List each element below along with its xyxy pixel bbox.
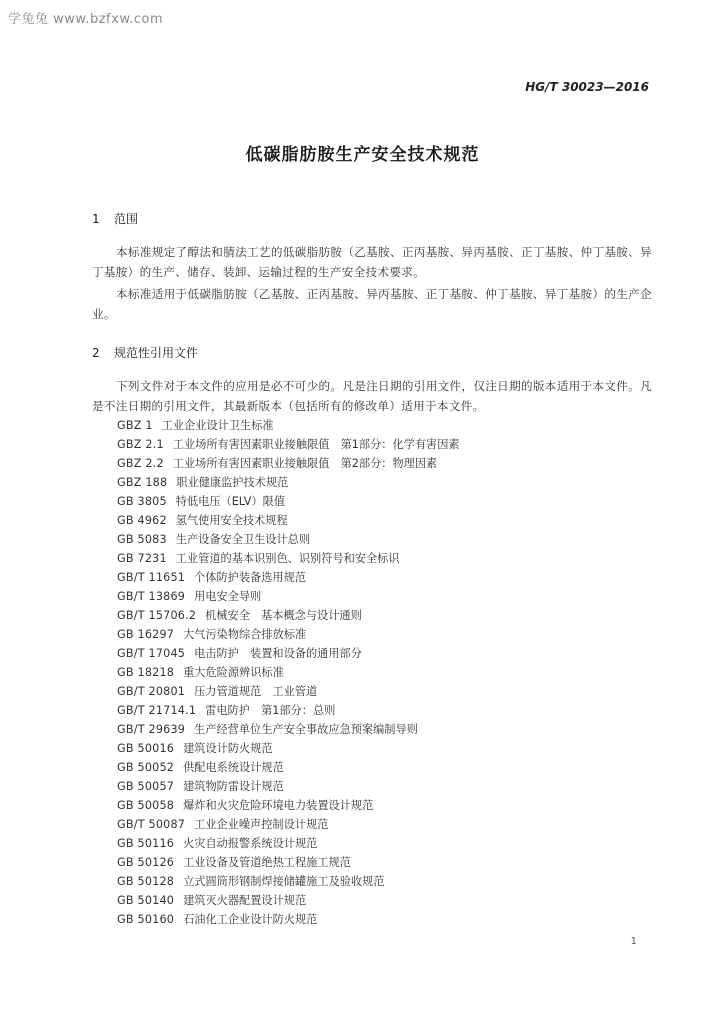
reference-title: 大气污染物综合排放标准: [183, 628, 307, 641]
reference-item: [117, 853, 460, 872]
reference-item: [117, 435, 460, 454]
reference-code: GB/T 21714.1: [117, 704, 197, 717]
reference-title: 工业管道的基本识别色、识别符号和安全标识: [175, 552, 400, 565]
reference-item: [117, 454, 460, 473]
reference-code: GB 3805: [117, 495, 167, 508]
reference-item: [117, 492, 460, 511]
standard-code: HG/T 30023—2016: [525, 80, 649, 94]
reference-item: [117, 796, 460, 815]
reference-title: 工业企业噪声控制设计规范: [194, 818, 329, 831]
reference-code: GB 50016: [117, 742, 175, 755]
reference-title: 生产设备安全卫生设计总则: [175, 533, 311, 546]
reference-code: GB 50160: [117, 913, 175, 926]
reference-code: GB/T 13869: [117, 590, 186, 603]
reference-title: 工业场所有害因素职业接触限值 第2部分：物理因素: [172, 457, 438, 470]
reference-title: 工业场所有害因素职业接触限值 第1部分：化学有害因素: [172, 438, 460, 451]
reference-code: GBZ 2.1: [117, 438, 164, 451]
reference-item: [117, 606, 460, 625]
reference-code: GB 50126: [117, 856, 175, 869]
reference-title: 特低电压（ELV）限值: [175, 495, 286, 508]
reference-title: 职业健康监护技术规范: [176, 476, 289, 489]
reference-title: 重大危险源辨识标准: [183, 666, 284, 679]
reference-code: GB/T 15706.2: [117, 609, 197, 622]
section-number: 2: [92, 346, 100, 360]
reference-title: 雷电防护 第1部分：总则: [205, 704, 336, 717]
section-title: 规范性引用文件: [114, 346, 199, 360]
reference-item: [117, 777, 460, 796]
section-2-heading: [92, 344, 198, 361]
reference-title: 建筑灭火器配置设计规范: [183, 894, 307, 907]
reference-title: 工业企业设计卫生标准: [161, 419, 274, 432]
reference-title: 用电安全导则: [194, 590, 262, 603]
reference-item: [117, 644, 460, 663]
reference-title: 压力管道规范 工业管道: [194, 685, 318, 698]
reference-code: GB 50128: [117, 875, 175, 888]
reference-item: [117, 739, 460, 758]
reference-code: GB 50058: [117, 799, 175, 812]
reference-title: 建筑设计防火规范: [183, 742, 273, 755]
reference-title: 火灾自动报警系统设计规范: [183, 837, 318, 850]
reference-item: [117, 568, 460, 587]
reference-item: [117, 473, 460, 492]
section-1-heading: [92, 210, 138, 227]
document-title: 低碳脂肪胺生产安全技术规范: [245, 145, 480, 165]
reference-code: GB 18218: [117, 666, 175, 679]
reference-item: [117, 872, 460, 891]
reference-item: [117, 891, 460, 910]
reference-code: GB/T 17045: [117, 647, 186, 660]
reference-code: GB 50140: [117, 894, 175, 907]
references-intro: 下列文件对于本文件的应用是必不可少的。凡是注日期的引用文件，仅注日期的版本适用于本文件。凡是不注日期的引用文件，其最新版本（包括所有的修改单）适用于本文件。: [92, 379, 652, 413]
reference-code: GB 16297: [117, 628, 175, 641]
section-title: 范围: [114, 212, 139, 226]
reference-item: [117, 758, 460, 777]
reference-item: [117, 625, 460, 644]
reference-title: 建筑物防雷设计规范: [183, 780, 284, 793]
reference-item: [117, 587, 460, 606]
scope-paragraph-2: 本标准适用于低碳脂肪胺（乙基胺、正丙基胺、异丙基胺、正丁基胺、仲丁基胺、异丁基胺）的生产企业。: [92, 287, 652, 321]
reference-item: [117, 549, 460, 568]
reference-code: GB/T 29639: [117, 723, 186, 736]
reference-code: GB 5083: [117, 533, 167, 546]
reference-title: 爆炸和火灾危险环境电力装置设计规范: [183, 799, 374, 812]
reference-item: [117, 511, 460, 530]
reference-code: GB 4962: [117, 514, 167, 527]
reference-title: 电击防护 装置和设备的通用部分: [194, 647, 362, 660]
reference-code: GB/T 50087: [117, 818, 186, 831]
reference-item: [117, 815, 460, 834]
reference-code: GB 50057: [117, 780, 175, 793]
reference-code: GBZ 2.2: [117, 457, 164, 470]
reference-title: 石油化工企业设计防火规范: [183, 913, 318, 926]
reference-code: GB 50116: [117, 837, 175, 850]
reference-title: 个体防护装备选用规范: [194, 571, 306, 584]
reference-item: [117, 682, 460, 701]
reference-item: [117, 720, 460, 739]
page-number: 1: [630, 936, 637, 947]
reference-item: [117, 701, 460, 720]
reference-title: 工业设备及管道绝热工程施工规范: [183, 856, 351, 869]
reference-title: 氢气使用安全技术规程: [175, 514, 288, 527]
reference-list: [117, 416, 460, 929]
reference-item: [117, 416, 460, 435]
reference-code: GB 50052: [117, 761, 175, 774]
reference-code: GB/T 20801: [117, 685, 186, 698]
reference-title: 立式圆筒形钢制焊接储罐施工及验收规范: [183, 875, 385, 888]
reference-code: GBZ 1: [117, 419, 153, 432]
reference-code: GB/T 11651: [117, 571, 186, 584]
reference-title: 生产经营单位生产安全事故应急预案编制导则: [194, 723, 418, 736]
section-number: 1: [92, 212, 100, 226]
reference-title: 供配电系统设计规范: [183, 761, 284, 774]
reference-item: [117, 663, 460, 682]
reference-item: [117, 910, 460, 929]
watermark: 学兔兔 www.bzfxw.com: [8, 12, 164, 27]
reference-code: GBZ 188: [117, 476, 168, 489]
reference-title: 机械安全 基本概念与设计通则: [205, 609, 362, 622]
reference-code: GB 7231: [117, 552, 167, 565]
reference-item: [117, 530, 460, 549]
reference-item: [117, 834, 460, 853]
scope-paragraph-1: 本标准规定了醇法和腈法工艺的低碳脂肪胺（乙基胺、正丙基胺、异丙基胺、正丁基胺、仲丁基胺、异丁基胺）的生产、储存、装卸、运输过程的生产安全技术要求。: [92, 245, 652, 279]
